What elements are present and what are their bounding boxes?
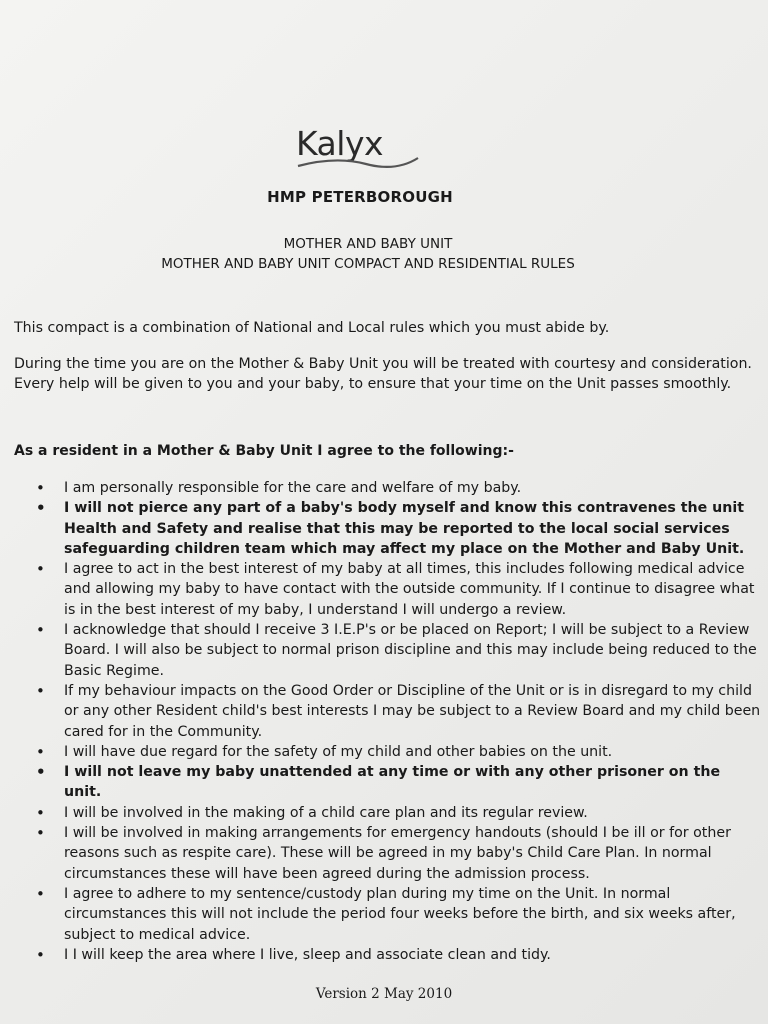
document-subtitle: MOTHER AND BABY UNIT bbox=[283, 236, 453, 252]
list-item: • I will be involved in making arrangements for emergency handouts (should I be ill or for other reasons such as respite care). These will be agreed in my baby's Child Care Plan. In normal circumstances these will have been agreed during the admission process. bbox=[0, 823, 768, 884]
document-title: MOTHER AND BABY UNIT COMPACT AND RESIDENTIAL RULES bbox=[161, 256, 575, 272]
list-item: • I will have due regard for the safety of my child and other babies on the unit. bbox=[0, 742, 768, 762]
version-footer: Version 2 May 2010 bbox=[315, 986, 453, 1002]
intro-paragraph: This compact is a combination of National and Local rules which you must abide by. bbox=[14, 320, 610, 336]
logo-swoosh-icon bbox=[296, 154, 426, 170]
list-item: • I will be involved in the making of a child care plan and its regular review. bbox=[0, 803, 768, 823]
list-item: • I will not pierce any part of a baby's body myself and know this contravenes the unit Health and Safety and realise that this may be reported to the local social services safeguarding children team which may affect my place on the Mother and Baby Unit. bbox=[0, 498, 768, 559]
list-item: • I agree to act in the best interest of my baby at all times, this includes following medical advice and allowing my baby to have contact with the outside community. If I continue to disagree what is in the best interest of my baby, I understand I will undergo a review. bbox=[0, 559, 768, 620]
logo-text: Kalyx bbox=[296, 124, 384, 163]
courtesy-paragraph: During the time you are on the Mother & Baby Unit you will be treated with courtesy and consideration. Every help will be given to you and your baby, to ensure that your time on the Unit passes smoothly. bbox=[14, 356, 752, 392]
list-item: • I acknowledge that should I receive 3 I.E.P's or be placed on Report; I will be subject to a Review Board. I will also be subject to normal prison discipline and this may include being reduced to the Basic Regime. bbox=[0, 620, 768, 681]
rules-list bbox=[0, 478, 768, 965]
prison-name: HMP PETERBOROUGH bbox=[267, 188, 453, 206]
list-item: • I am personally responsible for the care and welfare of my baby. bbox=[0, 478, 768, 498]
list-item: • I will not leave my baby unattended at any time or with any other prisoner on the unit. bbox=[0, 762, 768, 803]
agreement-heading: As a resident in a Mother & Baby Unit I agree to the following:- bbox=[14, 443, 514, 459]
list-item: • If my behaviour impacts on the Good Order or Discipline of the Unit or is in disregard to my child or any other Resident child's best interests I may be subject to a Review Board and my child been cared for in the Community. bbox=[0, 681, 768, 742]
list-item: • I agree to adhere to my sentence/custody plan during my time on the Unit. In normal circumstances this will not include the period four weeks before the birth, and six weeks after, subject to medical advice. bbox=[0, 884, 768, 945]
list-item: • I I will keep the area where I live, sleep and associate clean and tidy. bbox=[0, 945, 768, 965]
kalyx-logo bbox=[296, 124, 426, 184]
